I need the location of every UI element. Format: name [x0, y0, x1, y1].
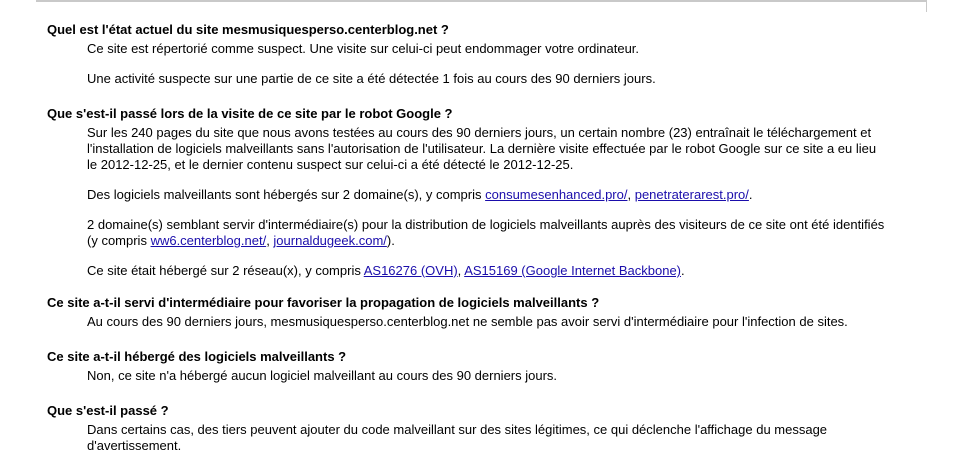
paragraph: Non, ce site n'a hébergé aucun logiciel malveillant au cours des 90 derniers jours. [87, 368, 558, 383]
text: , [627, 187, 635, 202]
text: Ce site était hébergé sur 2 réseau(x), y compris [87, 263, 364, 278]
section-status [47, 22, 656, 87]
paragraph [87, 217, 884, 249]
activity-text: Une activité suspecte sur une partie de ce site a été détectée 1 fois au cours des 90 derniers jours. [87, 71, 656, 86]
text-line: 2 domaine(s) semblant servir d'intermédiaire(s) pour la distribution de logiciels malveillants auprès des visiteurs de ce site ont été identifiés [87, 217, 885, 232]
section-body [87, 368, 557, 384]
section-body [87, 422, 827, 454]
section-intermediary [47, 295, 848, 330]
section-body [87, 314, 848, 330]
paragraph: Au cours des 90 derniers jours, mesmusiquesperso.centerblog.net ne semble pas avoir servi d'intermédiaire pour l'infection de sites. [87, 314, 848, 329]
section-body [87, 125, 884, 279]
paragraph [87, 187, 884, 203]
section-heading: Que s'est-il passé lors de la visite de ce site par le robot Google ? [47, 106, 453, 121]
section-heading: Quel est l'état actuel du site mesmusiquesperso.centerblog.net ? [47, 22, 449, 37]
section-what-happened [47, 403, 827, 454]
text: . [748, 187, 753, 202]
domain-link[interactable]: consumesenhanced.pro/ [485, 187, 628, 202]
domain-link[interactable]: journaldugeek.com/ [273, 233, 387, 248]
text-line: le 2012-12-25, et le dernier contenu suspect sur celui-ci a été détecté le 2012-12-25. [87, 157, 574, 172]
text-line: d'avertissement. [87, 438, 182, 453]
text: (y compris [87, 233, 151, 248]
text-line: l'installation de logiciels malveillants sans l'autorisation de l'utilisateur. La dernière visite effectuée par le robot Google sur ce site a eu lieu [87, 141, 877, 156]
text: . [681, 263, 685, 278]
section-heading: Que s'est-il passé ? [47, 403, 169, 418]
section-heading: Ce site a-t-il servi d'intermédiaire pour favoriser la propagation de logiciels malveillants ? [47, 295, 600, 310]
right-divider [926, 0, 927, 12]
status-text: Ce site est répertorié comme suspect. Une visite sur celui-ci peut endommager votre ordinateur. [87, 41, 640, 56]
section-hosted [47, 349, 557, 384]
text-line: Dans certains cas, des tiers peuvent ajouter du code malveillant sur des sites légitimes, ce qui déclenche l'affichage du message [87, 422, 828, 437]
text: Des logiciels malveillants sont hébergés sur 2 domaine(s), y compris [87, 187, 486, 202]
section-googlebot [47, 106, 884, 279]
network-link[interactable]: AS15169 (Google Internet Backbone) [464, 263, 681, 278]
paragraph [87, 422, 827, 454]
section-heading: Ce site a-t-il hébergé des logiciels malveillants ? [47, 349, 347, 364]
text: , [266, 233, 274, 248]
section-body [87, 41, 656, 87]
text: ). [386, 233, 395, 248]
top-divider [36, 0, 926, 2]
paragraph [87, 263, 884, 279]
text-line: Sur les 240 pages du site que nous avons testées au cours des 90 derniers jours, un certain nombre (23) entraînait le téléchargement et [87, 125, 872, 140]
text: , [457, 263, 465, 278]
domain-link[interactable]: ww6.centerblog.net/ [150, 233, 267, 248]
domain-link[interactable]: penetraterarest.pro/ [634, 187, 749, 202]
paragraph [87, 125, 884, 173]
network-link[interactable]: AS16276 (OVH) [363, 263, 458, 278]
